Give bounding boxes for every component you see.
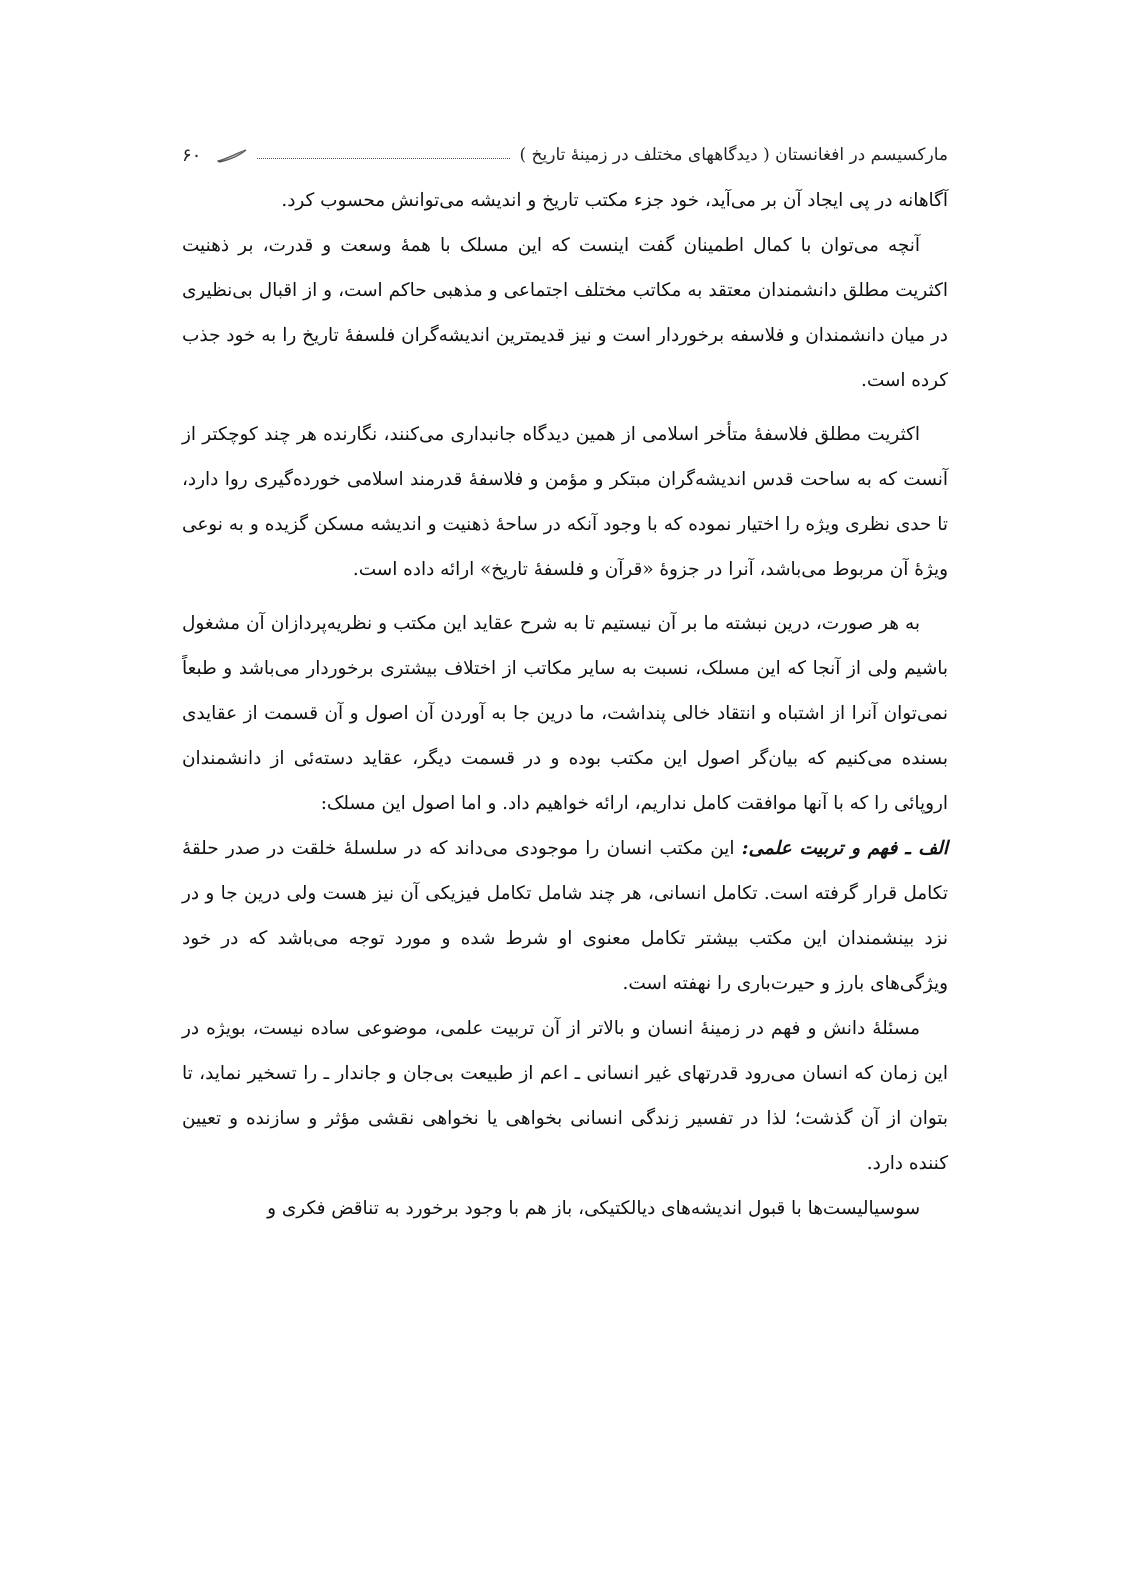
paragraph bbox=[182, 412, 948, 592]
paragraph bbox=[182, 1006, 948, 1186]
paragraph-text: اکثریت مطلق فلاسفهٔ متأخر اسلامی از همین دیدگاه جانبداری می‌کنند، نگارنده هر چند کوچکتر از آنست که به ساحت قدس اندیشه‌گران مبتکر و مؤمن و فلاسفهٔ قدرمند اسلامی خورده‌گیری روا دارد، تا حدی نظری ویژه را اختیار نموده که با وجود آنکه در ساحهٔ ذهنیت و اندیشه مسکن گزیده و به نوعی ویژهٔ آن مربوط می‌باشد، آنرا در جزوهٔ «قرآن و فلسفهٔ تاریخ» ارائه داده است. bbox=[182, 424, 948, 580]
paragraph-text: این مکتب انسان را موجودی می‌داند که در سلسلهٔ خلقت در صدر حلقهٔ تکامل قرار گرفته است. تکامل انسانی، هر چند شامل تکامل فیزیکی آن نیز هست ولی درین جا و در نزد بینشمندان این مکتب بیشتر تکامل معنوی او شرط شده و مورد توجه می‌باشد که در خود ویژگی‌های بارز و حیرت‌باری را نهفته است. bbox=[182, 838, 948, 994]
page-number: ۶۰ bbox=[182, 144, 202, 166]
paragraph-text: به هر صورت، درین نبشته ما بر آن نیستیم تا به شرح عقاید این مکتب و نظریه‌پردازان آن مشغول باشیم ولی از آنجا که این مسلک، نسبت به سایر مکاتب از اختلاف بیشتری برخوردار می‌باشد و طبعاً نمی‌توان آنرا از اشتباه و انتقاد خالی پنداشت، ما درین جا به آوردن آن اصول و آن قسمت از عقایدی بسنده می‌کنیم که بیان‌گر اصول این مکتب بوده و در قسمت دیگر، عقاید دسته‌ئی از دانشمندان اروپائی را که با آنها موافقت کامل نداریم، ارائه خواهیم داد. و اما اصول این مسلک: bbox=[182, 613, 948, 814]
paragraph bbox=[182, 601, 948, 826]
paragraph-text: آنچه می‌توان با کمال اطمینان گفت اینست که این مسلک با همهٔ وسعت و قدرت، بر ذهنیت اکثریت مطلق دانشمندان معتقد به مکاتب مختلف اجتماعی و مذهبی حاکم است، و از اقبال بی‌نظیری در میان دانشمندان و فلاسفه برخوردار است و نیز قدیمترین اندیشه‌گران فلسفهٔ تاریخ را به خود جذب کرده است. bbox=[182, 235, 948, 391]
section-heading: الف ـ فهم و تربیت علمی: bbox=[741, 838, 949, 859]
header-title: مارکسیسم در افغانستان ( دیدگاههای مختلف در زمینهٔ تاریخ ) bbox=[519, 145, 948, 165]
body-text bbox=[182, 178, 948, 1231]
paragraph-text: سوسیالیست‌ها با قبول اندیشه‌های دیالکتیکی، باز هم با وجود برخورد به تناقض فکری و bbox=[267, 1198, 920, 1219]
paragraph bbox=[182, 1186, 948, 1231]
header-leader-dots bbox=[257, 158, 509, 159]
quill-pen-icon bbox=[217, 148, 247, 162]
paragraph bbox=[182, 178, 948, 223]
paragraph bbox=[182, 826, 948, 1006]
paragraph-text: مسئلهٔ دانش و فهم در زمینهٔ انسان و بالاتر از آن تربیت علمی، موضوعی ساده نیست، بویژه در این زمان که انسان می‌رود قدرتهای غیر انسانی ـ اعم از طبیعت بی‌جان و جاندار ـ را تسخیر نماید، تا بتوان از آن گذشت؛ لذا در تفسیر زندگی انسانی بخواهی یا نخواهی نقشی مؤثر و سازنده و تعیین کننده دارد. bbox=[182, 1018, 948, 1174]
running-header bbox=[182, 135, 948, 175]
paragraph bbox=[182, 223, 948, 403]
paragraph-text: آگاهانه در پی ایجاد آن بر می‌آید، خود جزء مکتب تاریخ و اندیشه می‌توانش محسوب کرد. bbox=[281, 190, 948, 211]
